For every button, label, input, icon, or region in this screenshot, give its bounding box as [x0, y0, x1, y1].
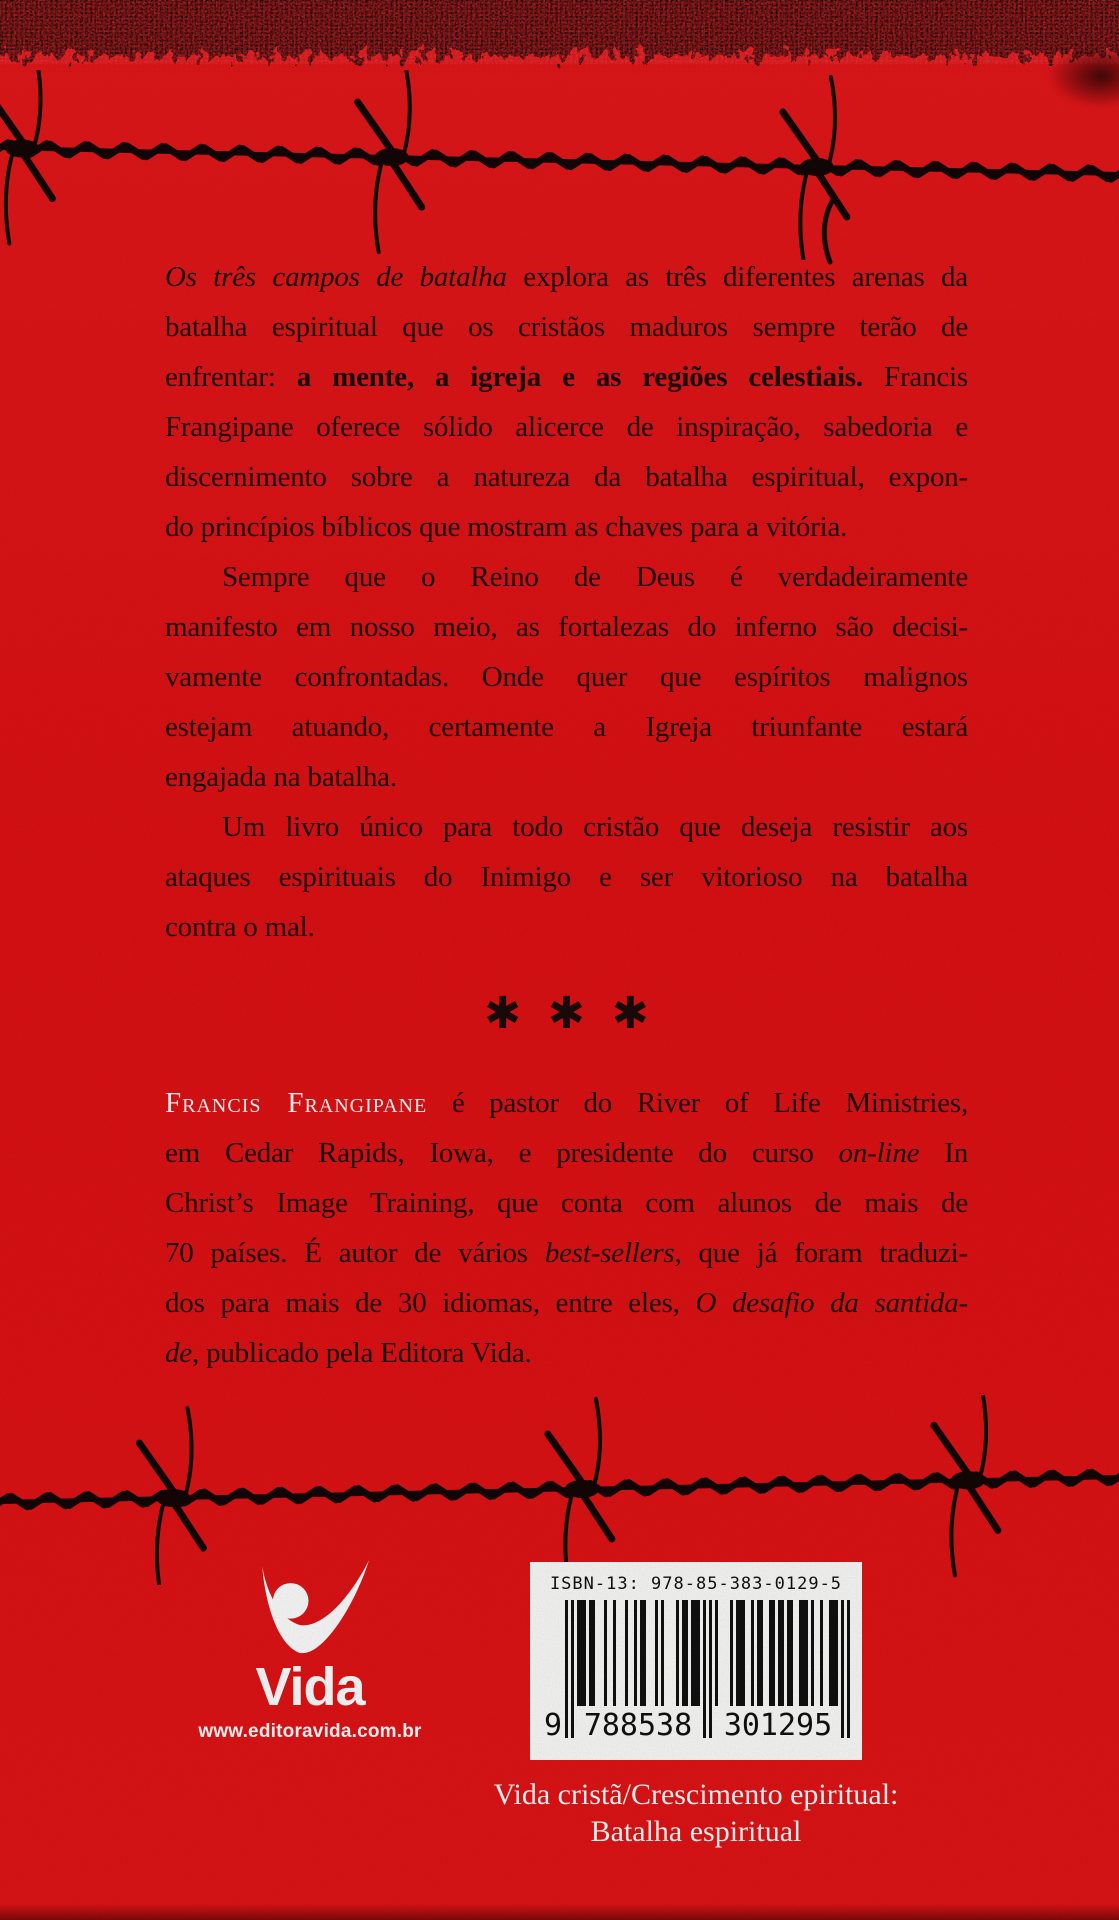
- barcode-digit-prefix: 9: [543, 1708, 562, 1743]
- text-segment: a mente, a igreja e as regiões celestiais.: [296, 361, 863, 393]
- publisher-logo: [190, 1558, 430, 1744]
- text-line: [165, 702, 968, 752]
- text-segment: Um livro único para todo cristão que deseja resistir aos: [222, 811, 968, 843]
- text-segment: é pastor do River of Life Ministries,: [427, 1087, 969, 1119]
- text-segment: batalha espiritual que os cristãos maduros sempre terão de: [165, 311, 968, 343]
- text-line: [165, 402, 968, 452]
- text-line: [165, 852, 968, 902]
- text-segment: discernimento sobre a natureza da batalha espiritual, expon-: [165, 461, 968, 493]
- text-line: [165, 1178, 968, 1228]
- barcode-panel: [530, 1562, 862, 1760]
- barcode-digits-left: 788538: [583, 1708, 693, 1743]
- category-label: [446, 1776, 946, 1850]
- text-segment: Francis: [862, 361, 968, 393]
- grunge-top-band: [0, 0, 1119, 130]
- text-segment: ataques espirituais do Inimigo e ser vitorioso na batalha: [165, 861, 968, 893]
- text-line: [165, 452, 968, 502]
- publisher-website: www.editoravida.com.br: [198, 1721, 422, 1742]
- asterisk-separator: ✱ ✱ ✱: [484, 989, 649, 1038]
- barbed-wire-bottom-icon: [0, 1395, 1119, 1585]
- text-segment: vamente confrontadas. Onde quer que espíritos malignos: [165, 661, 968, 693]
- text-line: [165, 1278, 968, 1328]
- text-segment: dos para mais de 30 idiomas, entre eles,: [165, 1287, 696, 1319]
- text-line: [165, 752, 968, 802]
- text-segment: explora as três diferentes arenas da: [506, 261, 968, 293]
- text-segment: contra o mal.: [165, 911, 315, 943]
- text-line: [165, 1328, 968, 1378]
- text-segment: Christ’s Image Training, que conta com alunos de mais de: [165, 1187, 968, 1219]
- text-segment: de: [165, 1337, 192, 1369]
- category-line-1: Vida cristã/Crescimento epiritual:: [493, 1778, 899, 1811]
- text-segment: Francis Frangipane: [165, 1087, 428, 1119]
- text-segment: manifesto em nosso meio, as fortalezas do inferno são decisi-: [165, 611, 968, 643]
- text-segment: , que já foram traduzi-: [674, 1237, 968, 1269]
- bottom-shade: [0, 1904, 1119, 1920]
- text-line: [165, 552, 968, 602]
- text-segment: Os três campos de batalha: [165, 261, 507, 293]
- text-segment: engajada na batalha.: [165, 761, 397, 793]
- text-line: [165, 252, 968, 302]
- synopsis-text: [165, 252, 968, 952]
- text-line: [165, 1128, 968, 1178]
- text-line: [165, 302, 968, 352]
- text-line: [165, 652, 968, 702]
- text-segment: Sempre que o Reino de Deus é verdadeiramente: [222, 561, 968, 593]
- text-segment: In: [919, 1137, 968, 1169]
- text-line: [165, 1228, 968, 1278]
- text-line: [165, 352, 968, 402]
- text-line: [165, 1078, 968, 1128]
- text-segment: O desafio da santida-: [695, 1287, 968, 1319]
- barcode-digits-right: 301295: [723, 1708, 833, 1743]
- text-segment: 70 países. É autor de vários: [165, 1237, 545, 1269]
- text-segment: on-line: [838, 1137, 920, 1169]
- isbn-label: ISBN-13: 978-85-383-0129-5: [549, 1574, 843, 1594]
- text-segment: Frangipane oferece sólido alicerce de inspiração, sabedoria e: [165, 411, 968, 443]
- text-line: [165, 502, 968, 552]
- text-segment: enfrentar:: [165, 361, 297, 393]
- text-segment: estejam atuando, certamente a Igreja triunfante estará: [165, 711, 968, 743]
- text-line: [165, 602, 968, 652]
- text-line: [165, 902, 968, 952]
- text-segment: best-sellers: [544, 1237, 675, 1269]
- text-segment: do princípios bíblicos que mostram as chaves para a vitória.: [165, 511, 848, 543]
- author-bio-text: [165, 1078, 968, 1378]
- publisher-wordmark: Vida: [255, 1657, 365, 1717]
- text-segment: em Cedar Rapids, Iowa, e presidente do curso: [165, 1137, 839, 1169]
- category-line-2: Batalha espiritual: [590, 1815, 802, 1848]
- text-line: [165, 802, 968, 852]
- vida-figure-icon: [249, 1558, 371, 1660]
- text-segment: , publicado pela Editora Vida.: [191, 1337, 532, 1369]
